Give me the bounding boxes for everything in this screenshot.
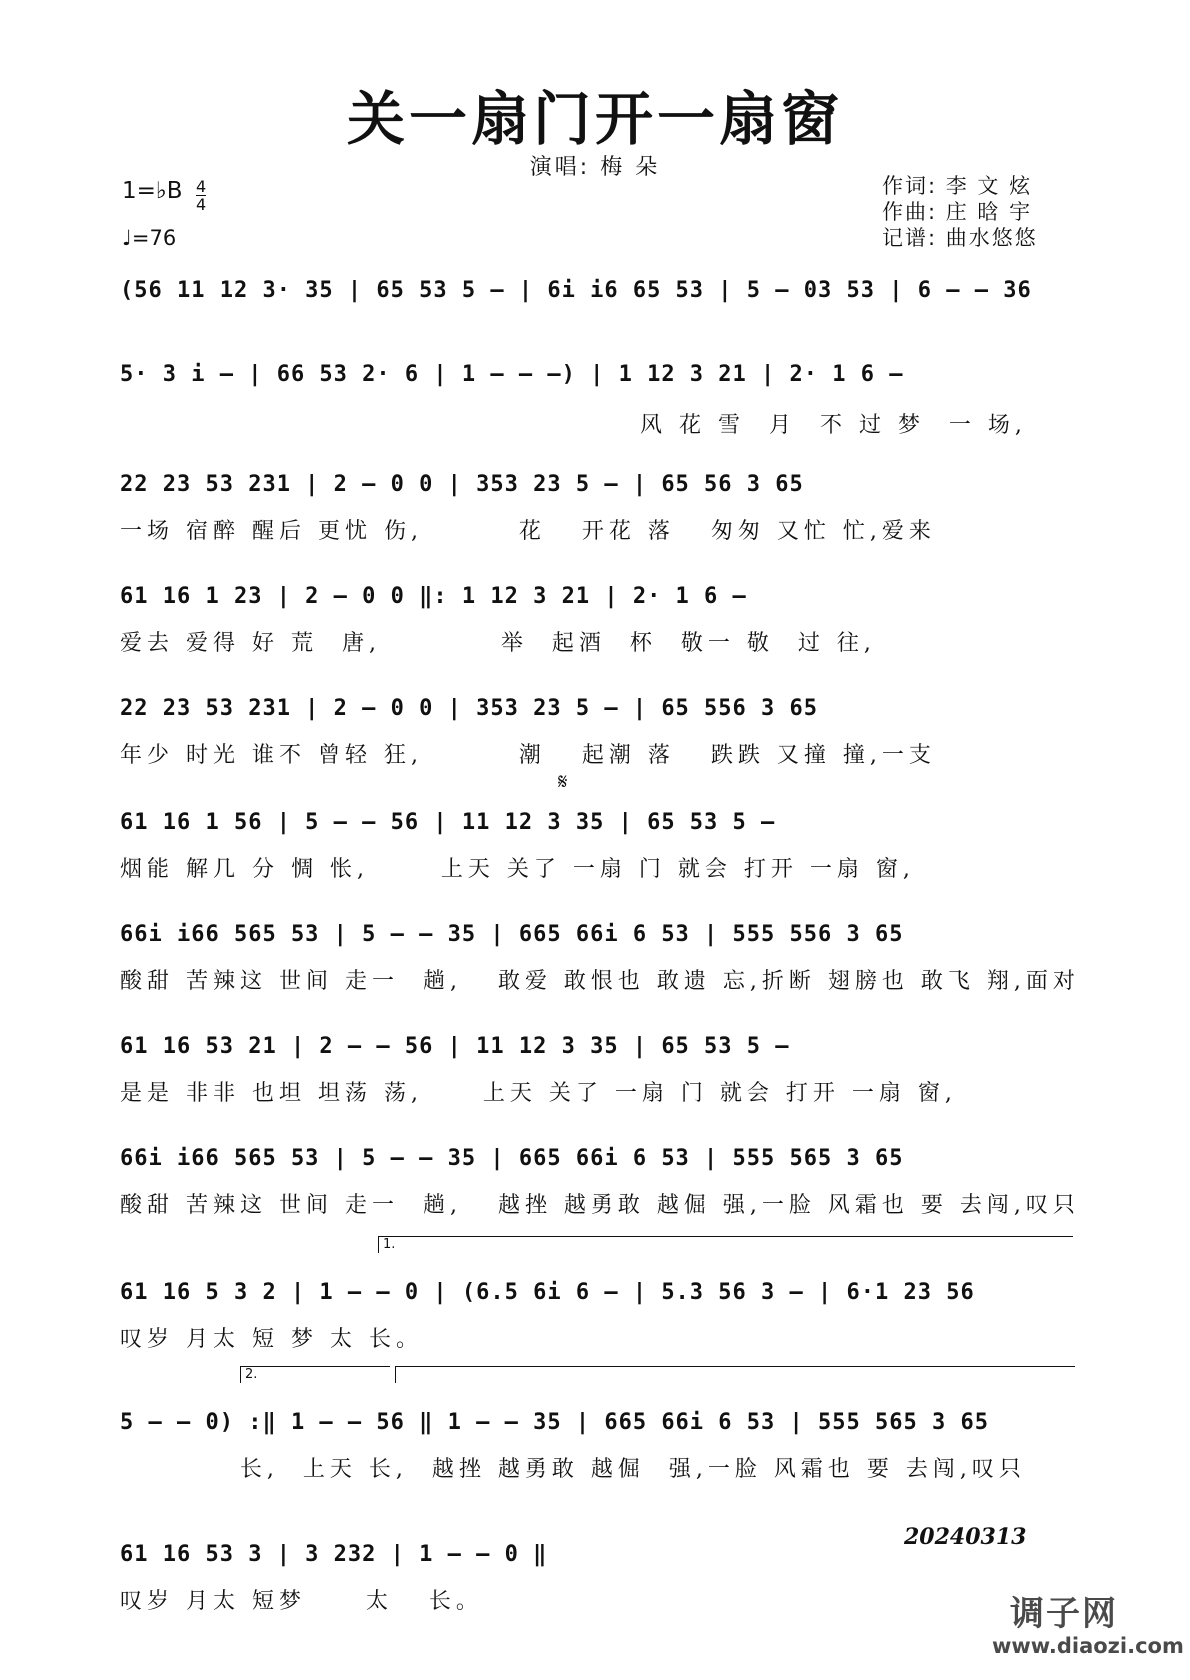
time-signature	[196, 178, 206, 213]
segno-sign: 𝄋	[558, 770, 568, 795]
time-signature-bottom: 4	[196, 195, 207, 214]
notation-line: 61 16 1 56 | 5 – – 56 | 11 12 3 35 | 65 53 5 –	[120, 809, 776, 835]
notation-line: 61 16 5 3 2 | 1 – – 0 | (6.5 6i 6 – | 5.3 56 3 – | 6·1 23 56	[120, 1279, 975, 1305]
lyric-line: 风 花 雪 月 不 过 梦 一 场,	[640, 413, 1027, 438]
lyric-line: 长, 上天 长, 越挫 越勇敢 越倔 强,一脸 风霜也 要 去闯,叹只	[120, 1457, 1026, 1482]
lyric-line: 是是 非非 也坦 坦荡 荡, 上天 关了 一扇 门 就会 打开 一扇 窗,	[120, 1081, 957, 1106]
tempo-marking: ♩=76	[122, 226, 177, 250]
time-signature-top: 4	[196, 177, 207, 196]
lyric-line: 酸甜 苦辣这 世间 走一 趟, 敢爱 敢恨也 敢遗 忘,折断 翅膀也 敢飞 翔,面对	[120, 969, 1080, 994]
transcriber-credit: 记谱: 曲水悠悠	[882, 226, 1038, 250]
second-ending-bracket: 2.	[240, 1366, 390, 1383]
first-ending-bracket: 1.	[378, 1236, 1073, 1253]
transcription-date: 20240313	[904, 1524, 1027, 1550]
lyric-line: 烟能 解几 分 惆 怅, 上天 关了 一扇 门 就会 打开 一扇 窗,	[120, 857, 915, 882]
notation-line: 61 16 53 21 | 2 – – 56 | 11 12 3 35 | 65 53 5 –	[120, 1033, 790, 1059]
watermark-logo: 调子网	[1010, 1594, 1118, 1634]
composer-credit: 作曲: 庄 晗 宇	[882, 200, 1033, 224]
lyric-line: 酸甜 苦辣这 世间 走一 趟, 越挫 越勇敢 越倔 强,一脸 风霜也 要 去闯,叹只	[120, 1193, 1080, 1218]
notation-line: 61 16 1 23 | 2 – 0 0 ‖: 1 12 3 21 | 2· 1 6 –	[120, 583, 747, 609]
notation-line: 66i i66 565 53 | 5 – – 35 | 665 66i 6 53 | 555 556 3 65	[120, 921, 904, 947]
lyric-line: 叹岁 月太 短梦 太 长。	[120, 1589, 483, 1614]
watermark-url: www.diaozi.com	[992, 1634, 1184, 1658]
notation-line: 5· 3 i – | 66 53 2· 6 | 1 – – –) | 1 12 3 21 | 2· 1 6 –	[120, 361, 904, 387]
singer-credit: 演唱: 梅 朵	[529, 155, 661, 180]
lyricist-credit: 作词: 李 文 炫	[882, 174, 1033, 198]
notation-line: 66i i66 565 53 | 5 – – 35 | 665 66i 6 53 | 555 565 3 65	[120, 1145, 904, 1171]
key-signature: 1=♭B	[122, 178, 183, 204]
song-title: 关一扇门开一扇窗	[346, 85, 843, 153]
notation-line: 22 23 53 231 | 2 – 0 0 | 353 23 5 – | 65 56 3 65	[120, 471, 804, 497]
notation-line: 5 – – 0) :‖ 1 – – 56 ‖ 1 – – 35 | 665 66i 6 53 | 555 565 3 65	[120, 1409, 989, 1435]
lyric-line: 年少 时光 谁不 曾轻 狂, 潮 起潮 落 跌跌 又撞 撞,一支	[120, 743, 936, 768]
notation-line: 61 16 53 3 | 3 232 | 1 – – 0 ‖	[120, 1541, 548, 1567]
coda-bracket	[395, 1366, 1075, 1383]
notation-line: 22 23 53 231 | 2 – 0 0 | 353 23 5 – | 65 556 3 65	[120, 695, 819, 721]
lyric-line: 叹岁 月太 短 梦 太 长。	[120, 1327, 423, 1352]
notation-line: (56 11 12 3· 35 | 65 53 5 – | 6i i6 65 53 | 5 – 03 53 | 6 – – 36	[120, 277, 1032, 303]
lyric-line: 爱去 爱得 好 荒 唐, 举 起酒 杯 敬一 敬 过 往,	[120, 631, 876, 656]
lyric-line: 一场 宿醉 醒后 更忧 伤, 花 开花 落 匆匆 又忙 忙,爱来	[120, 519, 936, 544]
